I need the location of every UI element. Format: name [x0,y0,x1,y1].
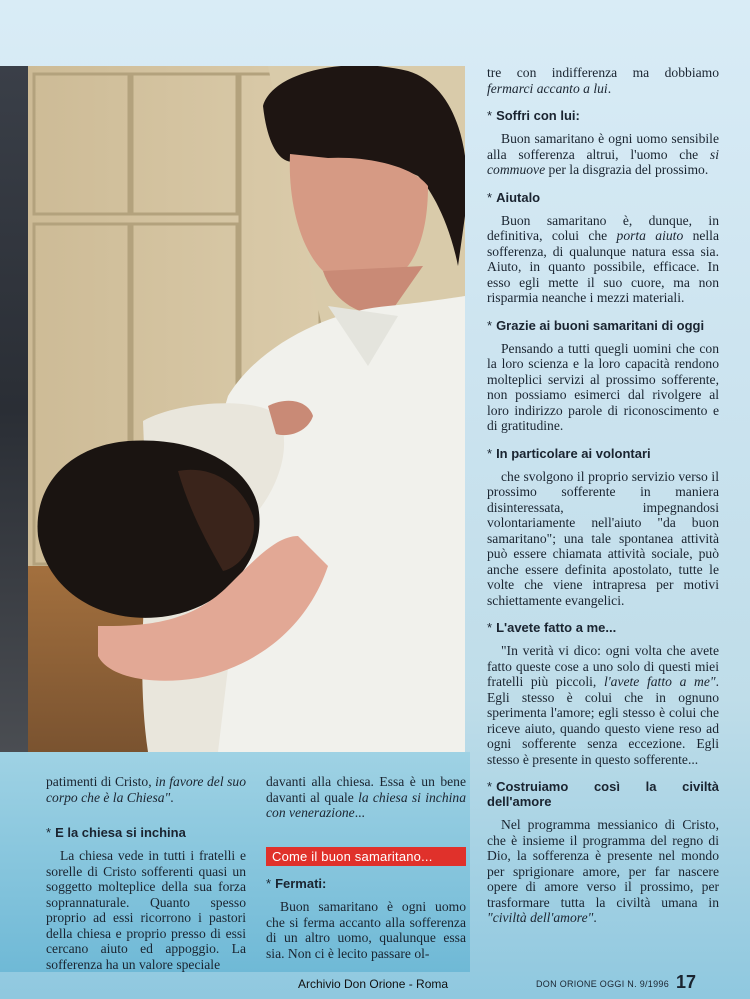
heading-grazie: * Grazie ai buoni samaritani di oggi [487,317,705,333]
bottom-middle-column [266,774,466,967]
left-photo-strip [0,66,28,752]
heading-civilta-amore: * Costruiamo così la civiltà dell'amore [487,779,719,809]
right-intro: tre con indifferenza ma dobbiamo fermarci accanto a lui. [487,65,719,96]
bottom-left-intro: patimenti di Cristo, in favore del suo corpo che è la Chiesa". [46,774,247,805]
paragraph-fermati: Buon samaritano è ogni uomo che si ferma accanto alla sofferenza di un altro uomo, qualunque essa sia. Non ci è lecito passare ol- [266,899,466,961]
heading-chiesa-inchina: * E la chiesa si inchina [46,825,186,840]
paragraph-volontari: che svolgono il proprio servizio verso il prossimo sofferente in maniera disinteressata, impegnandosi volontariamente nell'aiuto "da buon samaritano"; una tale spontanea attività può essere chiamata attività sociale, può anche essere definita apostolato, tutte le volte che viene intrapresa per motivi schiettamente evangelici. [487,468,719,608]
heading-volontari: * In particolare ai volontari [487,445,651,461]
page-number: 17 [676,972,697,992]
paragraph-grazie: Pensando a tutti quegli uomini che con la loro scienza e la loro capacità rendono molteplici servizi al prossimo sofferente, non possiamo esimerci dal rivolgere al loro indirizzo parole di riconoscimento e di gratitudine. [487,340,719,433]
paragraph-aiutalo: Buon samaritano è, dunque, in definitiva, colui che porta aiuto nella sofferenza, di qualunque natura essa sia. Aiuto, in quanto possibile, efficace. In esso egli mette il suo cuore, ma non risparmia neanche i mezzi materiali. [487,212,719,305]
bottom-mid-intro: davanti alla chiesa. Essa è un bene davanti al quale la chiesa si inchina con venerazione... [266,774,466,820]
paragraph-chiesa: La chiesa vede in tutti i fratelli e sorelle di Cristo sofferenti quasi un soggetto molteplice della sua forza soprannaturale. Quanto spesso proprio ad essi ricorrono i pastori della chiesa e proprio presso di essi cercano aiuto ed appoggio. La sofferenza ha un valore speciale [46,848,246,972]
heading-soffri-con-lui: * Soffri con lui: [487,108,580,123]
bottom-left-column [46,774,246,978]
heading-fermati: * Fermati: [266,876,327,891]
paragraph-soffri: Buon samaritano è ogni uomo sensibile alla sofferenza altrui, l'uomo che si commuove per la disgrazia del prossimo. [487,131,719,177]
magazine-issue: DON ORIONE OGGI N. 9/1996 [536,979,670,989]
heading-avete-fatto: * L'avete fatto a me... [487,620,617,635]
section-box-buon-samaritano: Come il buon samaritano... [266,847,466,867]
paragraph-civilta: Nel programma messianico di Cristo, che è insieme il programma del regno di Dio, la sofferenza è presente nel mondo per sprigionare amore, per far nascere opere di amore verso il prossimo, per trasformare tutta la civiltà umana in "civiltà dell'amore". [487,817,719,925]
heading-aiutalo: * Aiutalo [487,189,541,205]
nurse-holding-child-photo [28,66,465,752]
archive-credit: Archivio Don Orione - Roma [298,977,449,991]
right-text-column [487,65,719,932]
paragraph-avete-fatto: "In verità vi dico: ogni volta che avete fatto queste cose a uno solo di questi miei fratelli più piccoli, l'avete fatto a me". Egli stesso è colui che in ognuno sperimenta l'amore; egli stesso è colui che riceve aiuto, quando questo viene reso ad ogni sofferente senza eccezione. Egli stesso è presente in questo sofferente... [487,643,719,767]
